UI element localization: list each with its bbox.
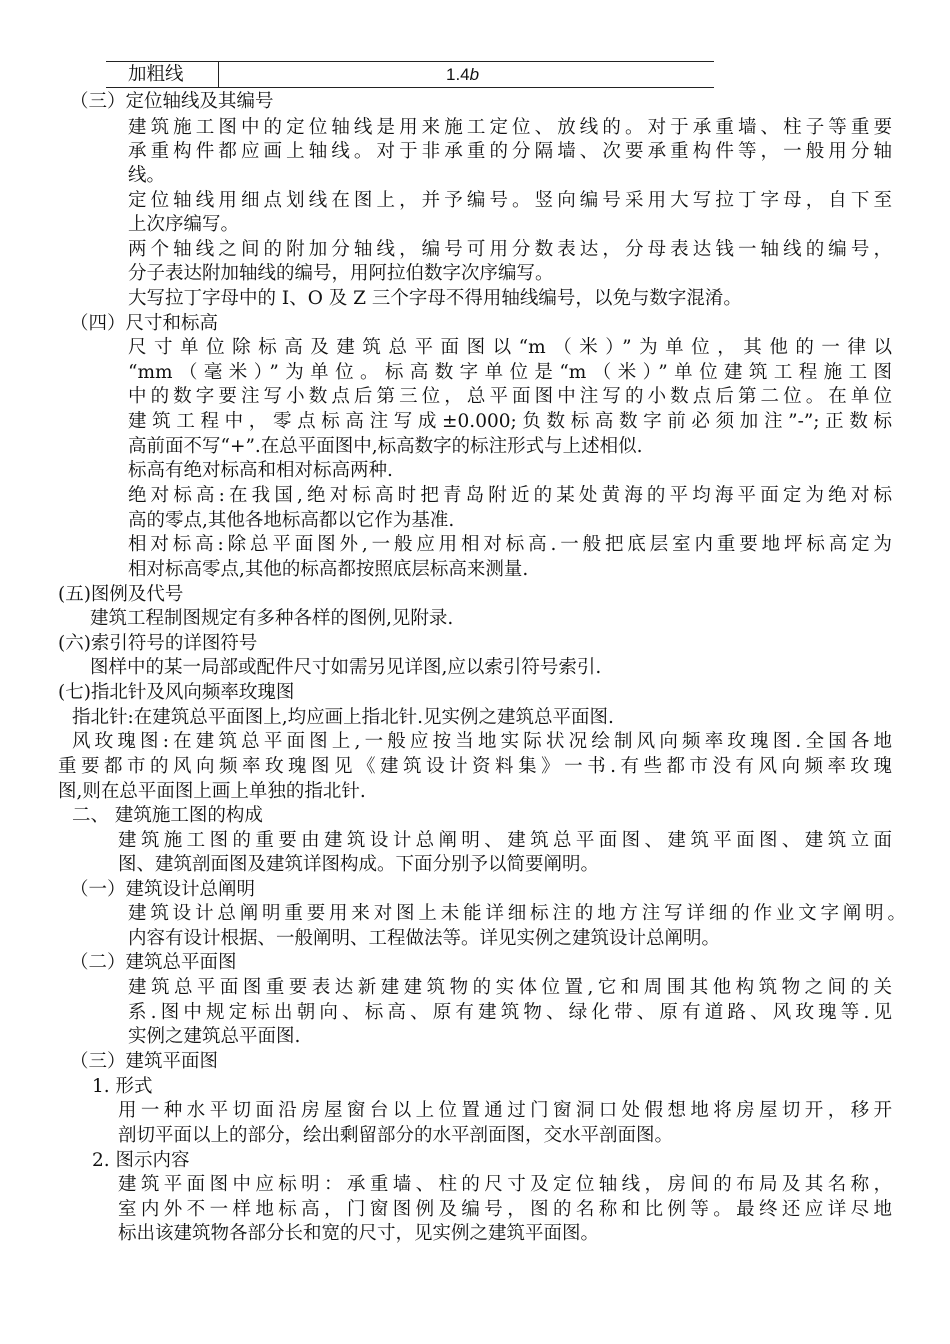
paragraph-line: 相对标高零点,其他的标高都按照底层标高来测量. <box>128 559 529 580</box>
paragraph-line: 中的数字要注写小数点后第三位，总平面图中注写的小数点后第二位。在单位 <box>128 386 892 407</box>
paragraph-line: 建筑工程制图规定有多种各样的图例,见附录. <box>90 608 454 629</box>
paragraph-line: 建筑设计总阐明重要用来对图上未能详细标注的地方注写详细的作业文字阐明。 <box>128 903 906 924</box>
paragraph-line: 上次序编写。 <box>128 214 240 235</box>
section-heading: 2. 图示内容 <box>92 1150 190 1171</box>
paragraph-line: “mm（毫米）”为单位。标高数字单位是“m（米）”单位建筑工程施工图 <box>128 362 892 383</box>
section-heading: 1. 形式 <box>92 1076 153 1097</box>
paragraph-line: 高的零点,其他各地标高都以它作为基准. <box>128 510 455 531</box>
section-heading: (五)图例及代号 <box>58 584 184 605</box>
paragraph-line: 室内外不一样地标高，门窗图例及编号，图的名称和比例等。最终还应详尽地 <box>118 1199 892 1220</box>
paragraph-line: 定位轴线用细点划线在图上，并予编号。竖向编号采用大写拉丁字母，自下至 <box>128 190 892 211</box>
section-heading: (七)指北针及风向频率玫瑰图 <box>58 682 295 703</box>
paragraph-line: 尺寸单位除标高及建筑总平面图以“m（米）”为单位，其他的一律以 <box>128 337 892 358</box>
paragraph-line: 两个轴线之间的附加分轴线，编号可用分数表达，分母表达钱一轴线的编号， <box>128 239 892 260</box>
section-heading: （一）建筑设计总阐明 <box>70 879 256 900</box>
paragraph-line: 绝对标高:在我国,绝对标高时把青岛附近的某处黄海的平均海平面定为绝对标 <box>128 485 892 506</box>
table-divider <box>218 62 219 87</box>
paragraph-line: 重要都市的风向频率玫瑰图见《建筑设计资料集》一书.有些都市没有风向频率玫瑰 <box>58 756 892 777</box>
paragraph-line: 图样中的某一局部或配件尺寸如需另见详图,应以索引符号索引. <box>90 657 602 678</box>
section-heading: (六)索引符号的详图符号 <box>58 633 258 654</box>
line-weight-table-row <box>106 61 714 88</box>
paragraph-line: 线。 <box>128 165 166 186</box>
paragraph-line: 建筑施工图的重要由建筑设计总阐明、建筑总平面图、建筑平面图、建筑立面 <box>118 830 892 851</box>
section-heading: （三）建筑平面图 <box>70 1051 219 1072</box>
paragraph-line: 剖切平面以上的部分，绘出剩留部分的水平剖面图，交水平剖面图。 <box>118 1125 674 1146</box>
section-heading: （四）尺寸和标高 <box>70 313 219 334</box>
paragraph-line: 分子表达附加轴线的编号，用阿拉伯数字次序编写。 <box>128 263 554 284</box>
paragraph-line: 系.图中规定标出朝向、标高、原有建筑物、绿化带、原有道路、风玫瑰等.见 <box>128 1002 892 1023</box>
paragraph-line: 图、建筑剖面图及建筑详图构成。下面分别予以简要阐明。 <box>118 854 600 875</box>
paragraph-line: 高前面不写“+”.在总平面图中,标高数字的标注形式与上述相似. <box>128 436 643 457</box>
paragraph-line: 建筑工程中，零点标高注写成±0.000;负数标高数字前必须加注”-”;正数标 <box>128 411 892 432</box>
paragraph-line: 建筑总平面图重要表达新建建筑物的实体位置,它和周围其他构筑物之间的关 <box>128 977 892 998</box>
paragraph-line: 内容有设计根据、一般阐明、工程做法等。详见实例之建筑设计总阐明。 <box>128 928 721 949</box>
paragraph-line: 建筑平面图中应标明：承重墙、柱的尺寸及定位轴线，房间的布局及其名称， <box>118 1174 892 1195</box>
paragraph-line: 指北针:在建筑总平面图上,均应画上指北针.见实例之建筑总平面图. <box>72 707 614 728</box>
paragraph-line: 实例之建筑总平面图. <box>128 1026 301 1047</box>
section-heading: （三）定位轴线及其编号 <box>70 91 274 112</box>
paragraph-line: 标高有绝对标高和相对标高两种. <box>128 460 393 481</box>
paragraph-line: 建筑施工图中的定位轴线是用来施工定位、放线的。对于承重墙、柱子等重要 <box>128 117 892 138</box>
paragraph-line: 承重构件都应画上轴线。对于非承重的分隔墙、次要承重构件等，一般用分轴 <box>128 141 892 162</box>
paragraph-line: 标出该建筑物各部分长和宽的尺寸，见实例之建筑平面图。 <box>118 1223 600 1244</box>
paragraph-line: 风玫瑰图:在建筑总平面图上,一般应按当地实际状况绘制风向频率玫瑰图.全国各地 <box>72 731 892 752</box>
paragraph-line: 图,则在总平面图上画上单独的指北针. <box>58 781 366 802</box>
paragraph-line: 大写拉丁字母中的 I、O 及 Z 三个字母不得用轴线编号，以免与数字混淆。 <box>128 288 742 309</box>
table-cell-value: 1.4b <box>446 65 480 84</box>
section-heading: （二）建筑总平面图 <box>70 952 237 973</box>
section-heading: 二、 建筑施工图的构成 <box>72 805 263 826</box>
paragraph-line: 相对标高:除总平面图外,一般应用相对标高.一般把底层室内重要地坪标高定为 <box>128 534 892 555</box>
paragraph-line: 用一种水平切面沿房屋窗台以上位置通过门窗洞口处假想地将房屋切开，移开 <box>118 1100 892 1121</box>
table-cell-name: 加粗线 <box>128 64 184 85</box>
